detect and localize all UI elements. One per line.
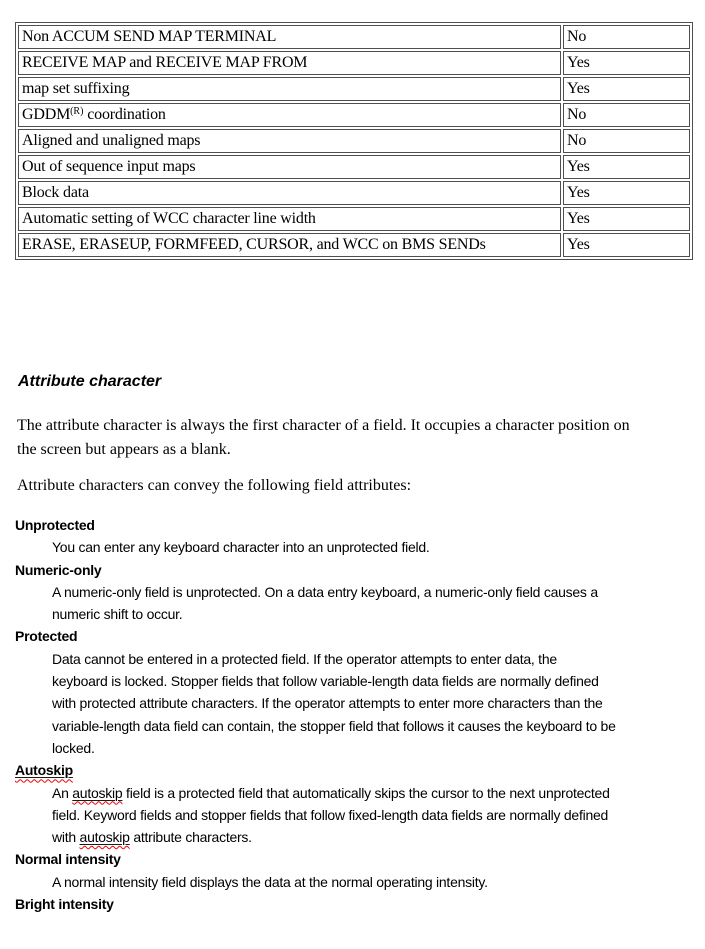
supported-cell: No [563, 129, 690, 153]
misspelled-word-autoskip: autoskip [72, 784, 123, 801]
misspelled-word-autoskip: autoskip [79, 829, 130, 846]
term-normal-intensity: Normal intensity [15, 851, 121, 868]
supported-cell: Yes [563, 51, 690, 75]
definition-line: numeric shift to occur. [52, 606, 183, 623]
definition-line [52, 826, 705, 848]
table-row [18, 207, 690, 231]
supported-cell: Yes [563, 233, 690, 257]
definition-line: with protected attribute characters. If the operator attempts to enter more characters than the [52, 695, 603, 712]
definition-line: A normal intensity field displays the data at the normal operating intensity. [52, 873, 488, 890]
table-row [18, 25, 690, 49]
definition-line: field. Keyword fields and stopper fields that follow fixed-length data fields are normally defined [52, 806, 609, 823]
spellcheck-squiggle [72, 785, 122, 801]
supported-cell: Yes [563, 77, 690, 101]
feature-cell: ERASE, ERASEUP, FORMFEED, CURSOR, and WCC on BMS SENDs [18, 233, 561, 257]
document-page [0, 22, 705, 915]
feature-cell: Out of sequence input maps [18, 155, 561, 179]
feature-cell: Non ACCUM SEND MAP TERMINAL [18, 25, 561, 49]
supported-cell: No [563, 103, 690, 127]
table-row [18, 103, 690, 127]
feature-text: GDDM [22, 106, 71, 123]
registered-trademark-superscript: (R) [70, 106, 84, 117]
paragraph-line: Attribute characters can convey the following field attributes: [17, 477, 412, 494]
term-autoskip-text: Autoskip [15, 762, 73, 779]
term-protected: Protected [15, 628, 78, 645]
feature-cell: Automatic setting of WCC character line width [18, 207, 561, 231]
text-run: attribute characters. [129, 829, 252, 846]
feature-cell: Aligned and unaligned maps [18, 129, 561, 153]
table-row [18, 77, 690, 101]
table-row [18, 181, 690, 205]
definition-line: A numeric-only field is unprotected. On a data entry keyboard, a numeric-only field causes a [52, 583, 598, 600]
supported-cell: Yes [563, 181, 690, 205]
supported-cell: Yes [563, 155, 690, 179]
bms-feature-support-table [15, 22, 693, 260]
spellcheck-squiggle [15, 762, 73, 778]
supported-cell: No [563, 25, 690, 49]
table-row [18, 155, 690, 179]
supported-cell: Yes [563, 207, 690, 231]
definition-line: Data cannot be entered in a protected field. If the operator attempts to enter data, the [52, 650, 557, 667]
text-run: field is a protected field that automatically skips the cursor to the next unprotected [122, 784, 610, 801]
feature-text: coordination [83, 106, 166, 123]
spellcheck-squiggle [80, 829, 130, 845]
table-row [18, 51, 690, 75]
definition-line: You can enter any keyboard character into an unprotected field. [52, 539, 430, 556]
term-bright-intensity: Bright intensity [15, 896, 114, 913]
paragraph-line: The attribute character is always the first character of a field. It occupies a character position on [17, 417, 630, 434]
paragraph-attribute-intro [17, 414, 705, 462]
section-heading: Attribute character [18, 373, 162, 390]
definition-line [52, 782, 705, 804]
feature-cell: RECEIVE MAP and RECEIVE MAP FROM [18, 51, 561, 75]
feature-cell [18, 103, 561, 127]
feature-cell: map set suffixing [18, 77, 561, 101]
text-run: An [52, 784, 73, 801]
table-row [18, 129, 690, 153]
definition-line: keyboard is locked. Stopper fields that follow variable-length data fields are normally defined [52, 673, 599, 690]
table-row [18, 233, 690, 257]
term-numeric-only: Numeric-only [15, 561, 102, 578]
term-autoskip [15, 759, 705, 781]
paragraph-line: the screen but appears as a blank. [17, 441, 231, 458]
term-unprotected: Unprotected [15, 517, 95, 533]
text-run: with [52, 829, 80, 846]
field-attribute-definitions [15, 514, 705, 915]
definition-line: variable-length data field can contain, the stopper field that follows it causes the keyboard to be [52, 717, 616, 734]
paragraph-attributes-lead-in [17, 474, 705, 498]
definition-line: locked. [52, 739, 95, 756]
feature-cell: Block data [18, 181, 561, 205]
